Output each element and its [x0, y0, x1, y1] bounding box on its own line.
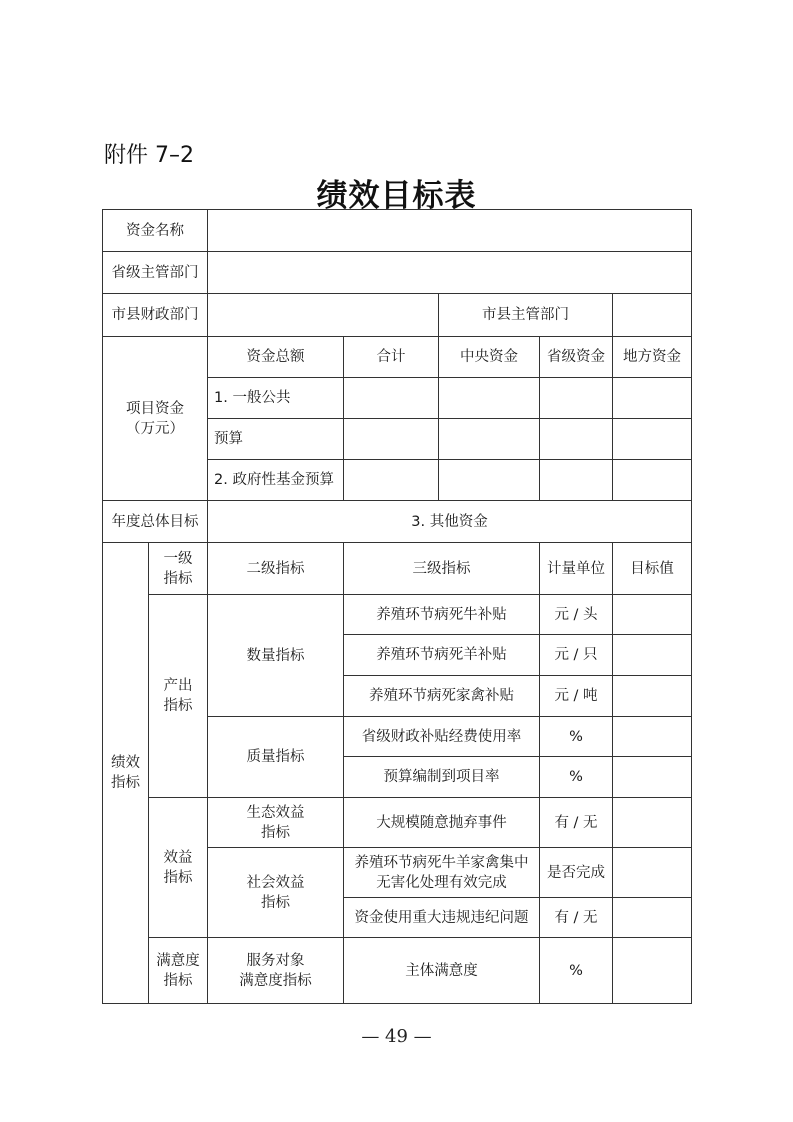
- city-finance-dept-field[interactable]: [208, 294, 439, 337]
- cell-input[interactable]: [344, 378, 439, 419]
- cell-input[interactable]: [613, 460, 692, 501]
- city-dept-label: 市县主管部门: [439, 294, 613, 337]
- indicator-name: 养殖环节病死羊补贴: [344, 635, 540, 676]
- indicator-unit: 是否完成: [540, 848, 613, 898]
- cell-input[interactable]: [439, 419, 540, 460]
- indicator-name: 主体满意度: [344, 938, 540, 1004]
- indicator-name: 养殖环节病死家禽补贴: [344, 676, 540, 717]
- col-local-funds: 地方资金: [613, 337, 692, 378]
- cell-input[interactable]: [540, 419, 613, 460]
- group-output: 产出 指标: [149, 595, 208, 798]
- fund-name-field[interactable]: [208, 210, 692, 252]
- indicator-name: 养殖环节病死牛补贴: [344, 595, 540, 635]
- target-value-input[interactable]: [613, 848, 692, 898]
- col-subtotal: 合计: [344, 337, 439, 378]
- group-quality: 质量指标: [208, 717, 344, 798]
- target-value-input[interactable]: [613, 757, 692, 798]
- col-provincial-funds: 省级资金: [540, 337, 613, 378]
- cell-input[interactable]: [344, 419, 439, 460]
- indicator-name: 资金使用重大违规违纪问题: [344, 898, 540, 938]
- row-other-funds: 3. 其他资金: [208, 501, 692, 543]
- fund-name-label: 资金名称: [103, 210, 208, 252]
- header-level2: 二级指标: [208, 543, 344, 595]
- indicator-name: 省级财政补贴经费使用率: [344, 717, 540, 757]
- target-value-input[interactable]: [613, 635, 692, 676]
- page-title: 绩效目标表: [316, 178, 477, 214]
- project-funds-label: 项目资金 （万元）: [103, 337, 208, 501]
- row-general-public: 1. 一般公共: [208, 378, 344, 419]
- performance-indicators-label: 绩效 指标: [103, 543, 149, 1004]
- group-ecological: 生态效益 指标: [208, 798, 344, 848]
- col-central-funds: 中央资金: [439, 337, 540, 378]
- indicator-unit: %: [540, 757, 613, 798]
- header-level3: 三级指标: [344, 543, 540, 595]
- cell-input[interactable]: [540, 378, 613, 419]
- cell-input[interactable]: [344, 460, 439, 501]
- header-target: 目标值: [613, 543, 692, 595]
- annual-goal-label: 年度总体目标: [103, 501, 208, 543]
- col-total-funds: 资金总额: [208, 337, 344, 378]
- target-value-input[interactable]: [613, 938, 692, 1004]
- provincial-dept-label: 省级主管部门: [103, 252, 208, 294]
- page-number: — 49 —: [361, 1026, 432, 1047]
- target-value-input[interactable]: [613, 676, 692, 717]
- indicator-name: 养殖环节病死牛羊家禽集中 无害化处理有效完成: [344, 848, 540, 898]
- cell-input[interactable]: [613, 378, 692, 419]
- target-value-input[interactable]: [613, 898, 692, 938]
- city-dept-field[interactable]: [613, 294, 692, 337]
- indicator-unit: 元 / 只: [540, 635, 613, 676]
- target-value-input[interactable]: [613, 798, 692, 848]
- row-gov-fund-budget: 2. 政府性基金预算: [208, 460, 344, 501]
- header-unit: 计量单位: [540, 543, 613, 595]
- indicator-unit: 元 / 吨: [540, 676, 613, 717]
- indicator-name: 大规模随意抛弃事件: [344, 798, 540, 848]
- target-value-input[interactable]: [613, 595, 692, 635]
- cell-input[interactable]: [439, 460, 540, 501]
- target-value-input[interactable]: [613, 717, 692, 757]
- group-social: 社会效益 指标: [208, 848, 344, 938]
- group-benefit: 效益 指标: [149, 798, 208, 938]
- header-level1: 一级 指标: [149, 543, 208, 595]
- row-budget: 预算: [208, 419, 344, 460]
- cell-input[interactable]: [439, 378, 540, 419]
- indicator-name: 预算编制到项目率: [344, 757, 540, 798]
- attachment-label: 附件 7–2: [104, 143, 194, 168]
- city-finance-dept-label: 市县财政部门: [103, 294, 208, 337]
- indicator-unit: 有 / 无: [540, 898, 613, 938]
- indicator-unit: 有 / 无: [540, 798, 613, 848]
- performance-goal-table: [102, 209, 692, 1004]
- group-service-satisfaction: 服务对象 满意度指标: [208, 938, 344, 1004]
- indicator-unit: 元 / 头: [540, 595, 613, 635]
- group-quantity: 数量指标: [208, 595, 344, 717]
- indicator-unit: %: [540, 938, 613, 1004]
- provincial-dept-field[interactable]: [208, 252, 692, 294]
- indicator-unit: %: [540, 717, 613, 757]
- group-satisfaction: 满意度 指标: [149, 938, 208, 1004]
- cell-input[interactable]: [613, 419, 692, 460]
- cell-input[interactable]: [540, 460, 613, 501]
